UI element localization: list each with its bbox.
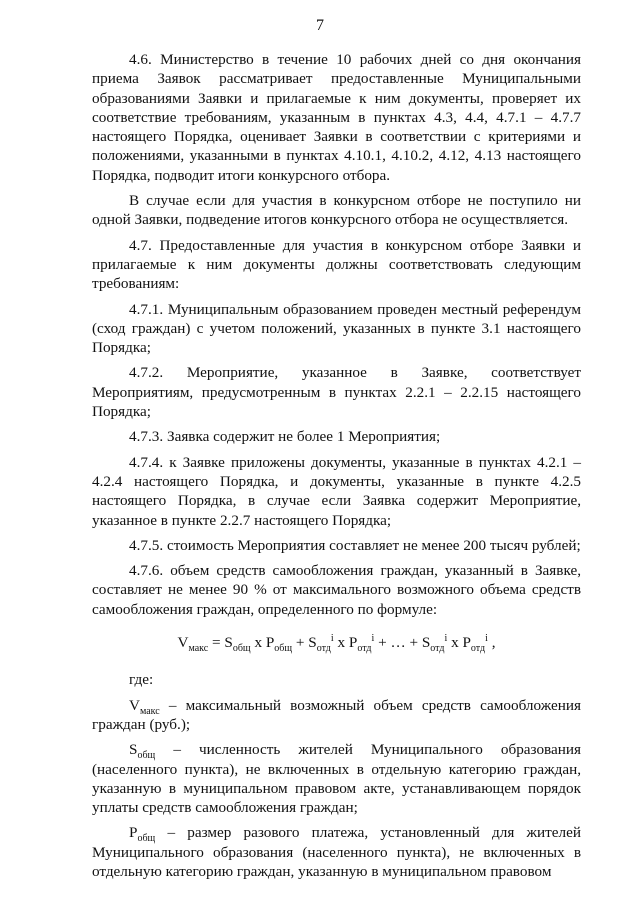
formula-p-sub: общ xyxy=(274,643,293,655)
paragraph-4-7: 4.7. Предоставленные для участия в конкурсном отборе Заявки и прилагаемые к ним документы должны соответствовать следующим требованиям: xyxy=(92,236,581,293)
formula-dots: + … + xyxy=(374,634,422,652)
formula-eq: = xyxy=(208,634,225,652)
symbol-v-max xyxy=(129,696,160,717)
formula-p: P xyxy=(265,634,275,652)
formula-v-sub: макс xyxy=(188,643,209,655)
formula-p-otd-sup: i xyxy=(371,632,375,644)
formula-s: S xyxy=(224,634,233,652)
paragraph-no-applications: В случае если для участия в конкурсном отборе не поступило ни одной Заявки, подведение итогов конкурсного отбора не осуществляется. xyxy=(92,192,581,229)
formula-s-sub: общ xyxy=(232,643,251,655)
paragraph-4-6: 4.6. Министерство в течение 10 рабочих дней со дня окончания приема Заявок рассматривает предоставленные Муниципальными образованиями Заявки и прилагаемые к ним документы, проверяет их соответствие требованиям, указанным в пунктах 4.3, 4.4, 4.7.1 – 4.7.7 настоящего Порядка, оценивает Заявки в соответствии с критериями и положениями, указанными в пунктах 4.10.1, 4.10.2, 4.12, 4.13 настоящего Порядка, подводит итоги конкурсного отбора. xyxy=(92,51,581,184)
formula-s-otd-sup: i xyxy=(330,632,334,644)
paragraph-4-7-4: 4.7.4. к Заявке приложены документы, указанные в пунктах 4.2.1 – 4.2.4 настоящего Порядка, и документы, указанные в пункте 4.2.5 настоящего Порядка, в случае если Заявка содержит Мероприятие, указанное в пункте 2.2.7 настоящего Порядка; xyxy=(92,453,581,529)
document-body xyxy=(92,50,581,881)
paragraph-where: где: xyxy=(129,671,154,689)
formula-p-otd-sub: отд xyxy=(357,643,372,655)
definition-v-text: – максимальный возможный объем средств самообложения граждан (руб.); xyxy=(92,696,581,733)
formula-v: V xyxy=(177,634,189,652)
formula-times-1: x xyxy=(250,634,266,652)
paragraph-4-7-5: 4.7.5. стоимость Мероприятия составляет не менее 200 тысяч рублей; xyxy=(129,536,581,554)
symbol-p-sub: общ xyxy=(137,833,156,845)
definition-s-obsh xyxy=(92,740,581,817)
symbol-p: P xyxy=(129,824,138,842)
symbol-v-sub: макс xyxy=(139,705,160,717)
formula-s-otd: S xyxy=(308,634,317,652)
formula-p-otd-last-sub: отд xyxy=(470,643,486,655)
definition-s-text: – численность жителей Муниципального образования (населенного пункта), не включенных в отдельную категорию граждан, указанную в муниципальном правовом акте, устанавливающем порядок уплаты средств самообложения граждан; xyxy=(92,741,581,817)
definition-v-max xyxy=(92,696,581,735)
formula-s-otd-sub: отд xyxy=(316,643,331,655)
symbol-s: S xyxy=(129,741,138,759)
formula-s-otd-last-sup: i xyxy=(444,632,448,644)
symbol-v: V xyxy=(129,696,140,714)
formula-p-otd-last-sup: i xyxy=(485,632,488,644)
formula xyxy=(92,632,581,655)
formula-p-otd: P xyxy=(348,634,358,652)
page-number: 7 xyxy=(316,17,324,34)
formula-s-otd-last-sub: отд xyxy=(430,643,445,655)
symbol-s-obsh xyxy=(129,741,156,762)
formula-times-2: x xyxy=(333,634,349,652)
formula-p-otd-last: P xyxy=(462,634,471,652)
symbol-p-obsh xyxy=(129,824,156,845)
formula-plus: + xyxy=(292,634,309,652)
symbol-s-sub: общ xyxy=(137,750,156,762)
formula-s-otd-last: S xyxy=(421,634,431,652)
definition-p-obsh xyxy=(92,823,581,881)
paragraph-4-7-2: 4.7.2. Мероприятие, указанное в Заявке, соответствует Мероприятиям, предусмотренным в пунктах 2.2.1 – 2.2.15 настоящего Порядка; xyxy=(92,364,581,421)
paragraph-4-7-1: 4.7.1. Муниципальным образованием проведен местный референдум (сход граждан) с учетом положений, указанных в пункте 3.1 настоящего Порядка; xyxy=(92,300,581,357)
formula-times-3: x xyxy=(447,634,463,652)
formula-end: , xyxy=(487,634,496,652)
definition-p-text: – размер разового платежа, установленный для жителей Муниципального образования (населенного пункта), не включенных в отдельную категорию граждан, указанную в муниципальном правовом xyxy=(92,824,581,880)
paragraph-4-7-3: 4.7.3. Заявка содержит не более 1 Мероприятия; xyxy=(129,428,441,446)
paragraph-4-7-6: 4.7.6. объем средств самообложения граждан, указанный в Заявке, составляет не менее 90 % от максимального возможного объема средств самообложения граждан, определенного по формуле: xyxy=(92,562,581,618)
